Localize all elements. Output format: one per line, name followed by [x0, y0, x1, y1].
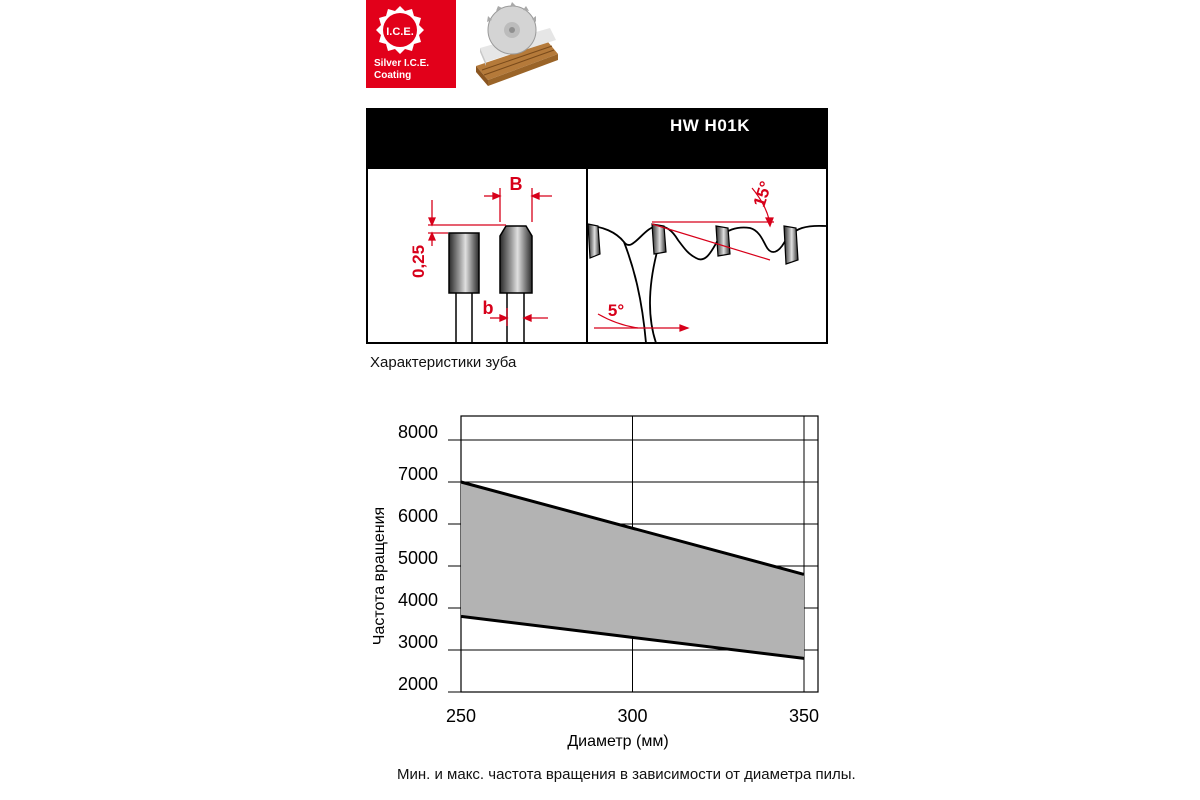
rpm-vs-diameter-chart — [360, 404, 840, 764]
ice-coating-logo — [366, 0, 456, 88]
tooth-geometry-diagram — [366, 108, 828, 344]
product-header-bar — [366, 108, 828, 168]
logo-badge-text: I.C.E. — [386, 26, 414, 38]
x-tick-label: 300 — [617, 706, 648, 726]
tooth-caption: Характеристики зуба — [370, 354, 517, 371]
y-axis-ticks — [398, 422, 438, 694]
angle-15-label: 15° — [749, 178, 776, 210]
logo-line1: Silver I.C.E. — [374, 58, 430, 69]
y-tick-label: 5000 — [397, 548, 438, 568]
product-code-title: HW H01K — [670, 116, 751, 135]
saw-blade-image — [466, 0, 562, 88]
x-tick-label: 250 — [445, 706, 477, 726]
logo-line2: Coating — [374, 70, 412, 81]
y-tick-label: 8000 — [397, 422, 438, 442]
x-tick-label: 350 — [788, 706, 820, 726]
label-B: B — [509, 174, 523, 194]
chart-caption: Мин. и макс. частота вращения в зависимости от диаметра пилы. — [397, 766, 856, 783]
y-axis-label: Частота вращения — [371, 506, 388, 646]
y-tick-label: 2000 — [397, 674, 438, 694]
y-tick-label: 4000 — [397, 590, 438, 610]
y-tick-label: 7000 — [397, 464, 438, 484]
y-tick-label: 3000 — [397, 632, 438, 652]
x-axis-label: Диаметр (мм) — [567, 733, 669, 750]
angle-5-label: 5° — [607, 301, 625, 320]
label-b: b — [482, 298, 494, 318]
ice-seal-icon — [366, 0, 456, 56]
y-tick-label: 6000 — [397, 506, 438, 526]
x-axis-ticks — [446, 706, 819, 726]
label-0-25: 0,25 — [409, 244, 428, 278]
